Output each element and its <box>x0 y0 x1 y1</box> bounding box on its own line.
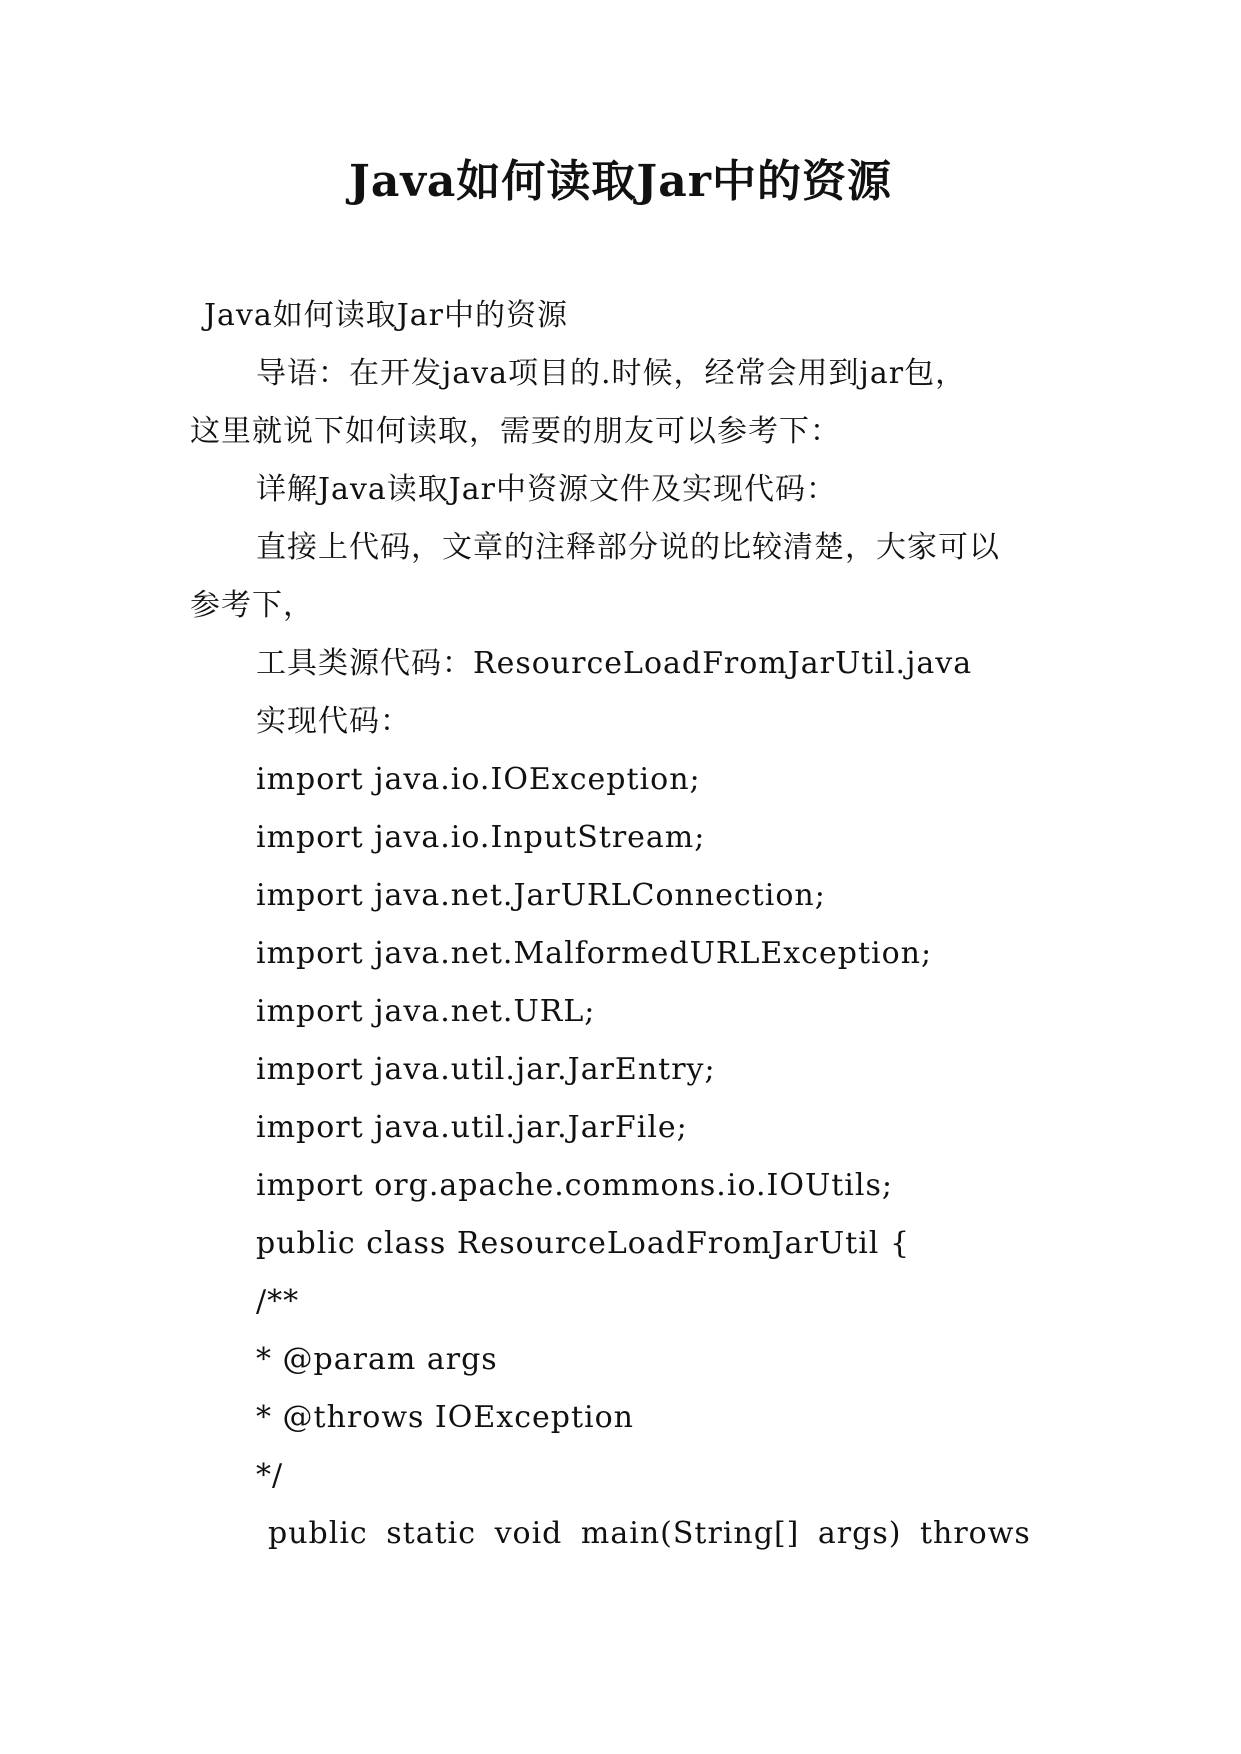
code-line: */ <box>256 1458 284 1493</box>
code-line: /** <box>256 1284 300 1319</box>
document-body <box>190 287 1070 1563</box>
code-line: import java.io.InputStream; <box>256 820 706 855</box>
direct-paragraph-line-1: 直接上代码，文章的注释部分说的比较清楚，大家可以 <box>256 530 1000 565</box>
code-line: import java.util.jar.JarEntry; <box>256 1052 716 1087</box>
code-line: * @param args <box>256 1342 498 1377</box>
code-line: import java.net.MalformedURLException; <box>256 936 933 971</box>
code-line: import java.net.URL; <box>256 994 596 1029</box>
direct-paragraph-line-2: 参考下， <box>190 588 314 623</box>
code-line: import java.util.jar.JarFile; <box>256 1110 688 1145</box>
code-line-main: public static void main(String[] args) throws <box>268 1516 1031 1551</box>
detail-paragraph: 详解Java读取Jar中资源文件及实现代码： <box>256 472 837 507</box>
impl-label: 实现代码： <box>256 704 411 739</box>
document-subtitle: Java如何读取Jar中的资源 <box>204 298 568 333</box>
intro-paragraph-line-1: 导语：在开发java项目的.时候，经常会用到jar包， <box>256 356 967 391</box>
code-line: * @throws IOException <box>256 1400 634 1435</box>
code-line: import java.io.IOException; <box>256 762 701 797</box>
code-block <box>190 751 1070 1563</box>
document-title: Java如何读取Jar中的资源 <box>349 156 892 207</box>
code-line: public class ResourceLoadFromJarUtil { <box>256 1226 911 1261</box>
intro-paragraph-line-2: 这里就说下如何读取，需要的朋友可以参考下： <box>190 414 841 449</box>
code-line: import org.apache.commons.io.IOUtils; <box>256 1168 893 1203</box>
code-line: import java.net.JarURLConnection; <box>256 878 826 913</box>
tool-source-label: 工具类源代码：ResourceLoadFromJarUtil.java <box>256 646 973 681</box>
